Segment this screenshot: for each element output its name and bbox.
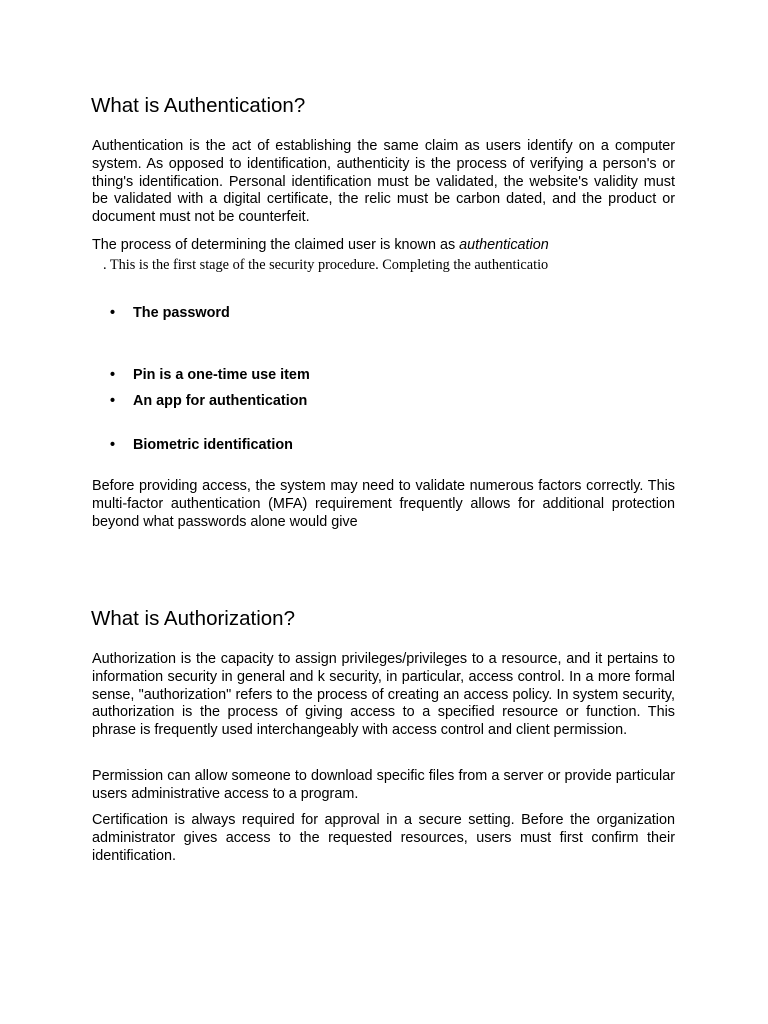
permission-paragraph: Permission can allow someone to download specific files from a server or provide particular users administrative access to a program. — [92, 768, 675, 802]
authorization-heading: What is Authorization? — [91, 607, 295, 630]
bullet-icon: • — [110, 393, 116, 409]
list-item — [110, 436, 293, 454]
authentication-italic-term: authentication — [459, 237, 549, 253]
certification-paragraph: Certification is always required for approval in a secure setting. Before the organization administrator gives access to the requested resources, users must first confirm their identification. — [92, 812, 675, 864]
authentication-process-text: The process of determining the claimed user is known as — [92, 237, 460, 253]
list-item — [110, 366, 310, 384]
authentication-heading: What is Authentication? — [91, 94, 306, 117]
list-item-label: An app for authentication — [133, 393, 308, 409]
list-item — [110, 304, 230, 322]
clipped-continuation-line: . This is the first stage of the security procedure. Completing the authenticatio — [103, 257, 549, 273]
list-item-label: Biometric identification — [133, 437, 293, 453]
authentication-definition-paragraph: Authentication is the act of establishing the same claim as users identify on a computer system. As opposed to identification, authenticity is the process of verifying a person's or thing's identification. Personal identification must be validated, the website's validity must be validated with a digital certificate, the relic must be carbon dated, and the product or document must not be counterfeit. — [92, 138, 675, 226]
list-item — [110, 392, 307, 410]
list-item-label: The password — [133, 305, 230, 321]
mfa-paragraph: Before providing access, the system may need to validate numerous factors correctly. This multi-factor authentication (MFA) requirement frequently allows for additional protection beyond what passwords alone would give — [92, 478, 675, 530]
bullet-icon: • — [110, 305, 116, 321]
authentication-process-line — [92, 236, 549, 254]
authorization-definition-paragraph: Authorization is the capacity to assign privileges/privileges to a resource, and it pertains to information security in general and k security, in particular, access control. In a more formal sense, "authorization" refers to the process of creating an access policy. In system security, authorization is the process of giving access to a specified resource or function. This phrase is frequently used interchangeably with access control and client permission. — [92, 651, 675, 739]
bullet-icon: • — [110, 367, 116, 383]
list-item-label: Pin is a one-time use item — [133, 367, 310, 383]
bullet-icon: • — [110, 437, 116, 453]
